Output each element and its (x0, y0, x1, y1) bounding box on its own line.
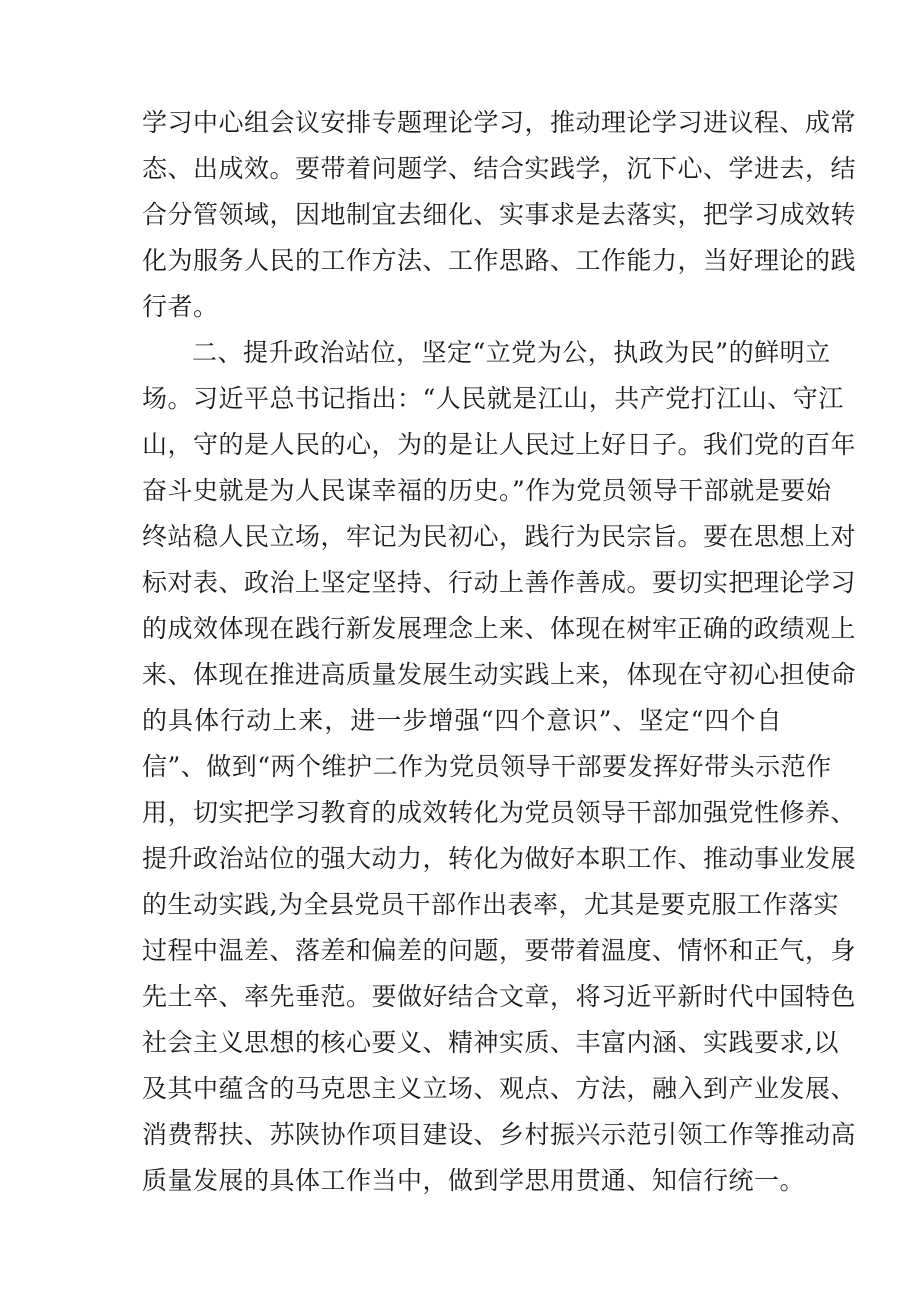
text-line: 社会主义思想的核心要义、精神实质、丰富内涵、实践要求,以 (142, 1028, 839, 1057)
paragraph-1 (142, 100, 857, 330)
text-line: 及其中蕴含的马克思主义立场、观点、方法，融入到产业发展、 (142, 1074, 857, 1103)
text-line: 场。习近平总书记指出：“人民就是江山，共产党打江山、守江 (142, 384, 844, 413)
text-line: 的生动实践,为全县党员干部作出表率，尤其是要克服工作落实 (142, 890, 839, 919)
text-line: 化为服务人民的工作方法、工作思路、工作能力，当好理论的践 (142, 246, 857, 275)
text-line: 质量发展的具体工作当中，做到学思用贯通、知信行统一。 (142, 1166, 806, 1195)
text-line: 的成效体现在践行新发展理念上来、体现在树牢正确的政绩观上 (142, 614, 857, 643)
text-line: 合分管领域，因地制宜去细化、实事求是去落实，把学习成效转 (142, 200, 857, 229)
paragraph-2 (142, 330, 857, 1204)
text-line: 来、体现在推进高质量发展生动实践上来，体现在守初心担使命 (142, 660, 857, 689)
text-line: 终站稳人民立场，牢记为民初心，践行为民宗旨。要在思想上对 (142, 522, 857, 551)
text-line: 先土卒、率先垂范。要做好结合文章，将习近平新时代中国特色 (142, 982, 857, 1011)
text-line: 过程中温差、落差和偏差的问题，要带着温度、情怀和正气，身 (142, 936, 857, 965)
text-line: 山，守的是人民的心，为的是让人民过上好日子。我们党的百年 (142, 430, 857, 459)
text-line: 用，切实把学习教育的成效转化为党员领导干部加强党性修养、 (142, 798, 857, 827)
text-line: 奋斗史就是为人民谋幸福的历史。”作为党员领导干部就是要始 (142, 476, 832, 505)
text-line: 的具体行动上来，进一步增强“四个意识”、坚定“四个自 (142, 706, 782, 735)
text-line: 标对表、政治上坚定坚持、行动上善作善成。要切实把理论学习 (142, 568, 857, 597)
text-line: 二、提升政治站位，坚定“立党为公，执政为民”的鲜明立 (192, 338, 831, 367)
text-line: 信”、做到“两个维护二作为党员领导干部要发挥好带头示范作 (142, 752, 832, 781)
text-line: 态、出成效。要带着问题学、结合实践学，沉下心、学进去，结 (142, 154, 857, 183)
text-line: 行者。 (142, 292, 219, 321)
text-line: 提升政治站位的强大动力，转化为做好本职工作、推动事业发展 (142, 844, 857, 873)
text-line: 学习中心组会议安排专题理论学习，推动理论学习进议程、成常 (142, 108, 857, 137)
text-line: 消费帮扶、苏陕协作项目建设、乡村振兴示范引领工作等推动高 (142, 1120, 857, 1149)
